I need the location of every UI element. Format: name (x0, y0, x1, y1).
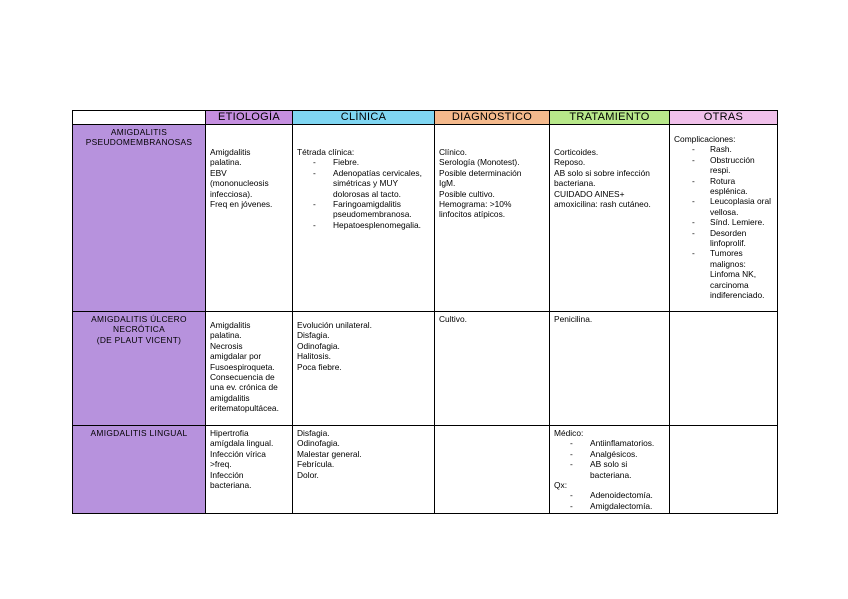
cell-etiologia (206, 312, 293, 426)
text-line: Dolor. (297, 469, 319, 480)
text-line: Evolución unilateral. (297, 320, 372, 330)
header-diagnostico: DIAGNÓSTICO (435, 111, 550, 125)
cell-etiologia (206, 125, 293, 312)
header-clinica: CLÍNICA (293, 111, 435, 125)
text-line: Complicaciones: (674, 134, 736, 144)
cell-diagnostico (435, 426, 550, 514)
text-line: EBV (210, 167, 227, 178)
row-label-pseudomembranosas (73, 125, 206, 312)
list-item: - Analgésicos. (554, 449, 665, 459)
text-line: Amigdalitis (210, 320, 251, 330)
header-etiologia: ETIOLOGÍA (206, 111, 293, 125)
text-line: Disfagia. (297, 428, 330, 438)
text-line: Freq en jóvenes. (210, 199, 273, 210)
text-line: Halitosis. (297, 351, 331, 362)
text-line: Infección vírica (210, 448, 266, 459)
header-otras: OTRAS (670, 111, 778, 125)
list-item: - Amigdalectomía. (554, 501, 665, 511)
comparison-table (72, 110, 778, 514)
text-line: Posible cultivo. (439, 188, 495, 199)
list-item: - Rash. (674, 144, 773, 154)
text-line: infecciosa). (210, 188, 253, 199)
list-item: - Leucoplasia oral vellosa. (674, 196, 773, 217)
text-line: AB solo si sobre infección (554, 167, 650, 178)
row-label-lingual: AMIGDALITIS LINGUAL (73, 426, 206, 514)
row-label-line: AMIGDALITIS (110, 127, 168, 137)
list-item: - Sínd. Lemiere. (674, 217, 773, 227)
list-item: - Tumores malignos: Linfoma NK, carcinoma indiferenciado. (674, 248, 773, 300)
text-line: Odinofagia. (297, 438, 340, 449)
text-line: Reposo. (554, 157, 586, 168)
text-line: palatina. (210, 330, 242, 341)
text-line: Serología (Monotest). (439, 157, 520, 168)
text-line: Amigdalitis (210, 147, 251, 157)
cell-otras (670, 125, 778, 312)
text-line: Infección (210, 469, 244, 480)
table-row (73, 125, 778, 312)
text-line: bacteriana. (554, 178, 596, 189)
row-label-line: NECRÓTICA (112, 324, 166, 335)
row-label-line: PSEUDOMEMBRANOSAS (85, 137, 193, 148)
list-item: - Antiinflamatorios. (554, 438, 665, 448)
text-line: Qx: (554, 480, 568, 491)
row-label-line: AMIGDALITIS ÚLCERO (91, 314, 187, 324)
text-line: Fusoespiroqueta. (210, 361, 275, 372)
text-line: Odinofagia. (297, 340, 340, 351)
cell-tratamiento: Penicilina. (550, 312, 670, 426)
text-line: Febrícula. (297, 459, 335, 470)
text-line: >freq. (210, 459, 232, 470)
text-line: una ev. crónica de (210, 382, 278, 393)
text-line: Malestar general. (297, 448, 362, 459)
text-line: Necrosis (210, 340, 243, 351)
cell-otras (670, 312, 778, 426)
list-item: - Faringoamigdalitis pseudomembranosa. (297, 199, 430, 220)
row-label-line: (DE PLAUT VICENT) (96, 334, 182, 345)
list-item: - Rotura esplénica. (674, 176, 773, 197)
text-line: palatina. (210, 157, 242, 168)
text-line: amigdalar por (210, 351, 262, 362)
tratamiento-qx-list (554, 490, 665, 511)
text-line: Consecuencia de (210, 372, 275, 383)
cell-otras (670, 426, 778, 514)
text-line: Médico: (554, 428, 584, 438)
header-blank (73, 111, 206, 125)
text-line: Tétrada clínica: (297, 147, 355, 157)
list-item: - Obstrucción respi. (674, 155, 773, 176)
list-item: - Adenoidectomía. (554, 490, 665, 500)
text-line: CUIDADO AINES+ (554, 188, 625, 199)
list-item: - Desorden linfoprolif. (674, 228, 773, 249)
text-line: Poca fiebre. (297, 361, 342, 372)
text-line: Disfagia. (297, 330, 330, 341)
row-label-ulcero-necrotica (73, 312, 206, 426)
cell-tratamiento (550, 125, 670, 312)
text-line: bacteriana. (210, 480, 252, 491)
list-item: - Fiebre. (297, 157, 430, 167)
text-line: IgM. (439, 178, 456, 189)
clinica-list (297, 157, 430, 230)
text-line: Hipertrofia (210, 428, 249, 438)
list-item: - AB solo si bacteriana. (554, 459, 665, 480)
cell-clinica (293, 312, 435, 426)
cell-etiologia (206, 426, 293, 514)
header-row (73, 111, 778, 125)
table-row (73, 312, 778, 426)
list-item: - Hepatoesplenomegalia. (297, 220, 430, 230)
text-line: eritematopultácea. (210, 403, 279, 414)
text-line: Clínico. (439, 147, 467, 157)
text-line: amígdala lingual. (210, 438, 274, 449)
cell-diagnostico (435, 125, 550, 312)
cell-tratamiento (550, 426, 670, 514)
list-item: - Adenopatías cervicales, simétricas y MUY dolorosas al tacto. (297, 168, 430, 199)
text-line: (mononucleosis (210, 178, 269, 189)
text-line: Posible determinación (439, 167, 522, 178)
cell-clinica (293, 125, 435, 312)
text-line: amigdalitis (210, 392, 250, 403)
text-line: linfocitos atípicos. (439, 209, 506, 220)
otras-list (674, 144, 773, 300)
text-line: Corticoides. (554, 147, 599, 157)
header-tratamiento: TRATAMIENTO (550, 111, 670, 125)
tratamiento-medico-list (554, 438, 665, 480)
text-line: amoxicilina: rash cutáneo. (554, 199, 651, 210)
cell-clinica (293, 426, 435, 514)
cell-diagnostico: Cultivo. (435, 312, 550, 426)
text-line: Hemograma: >10% (439, 199, 512, 210)
table-row (73, 426, 778, 514)
